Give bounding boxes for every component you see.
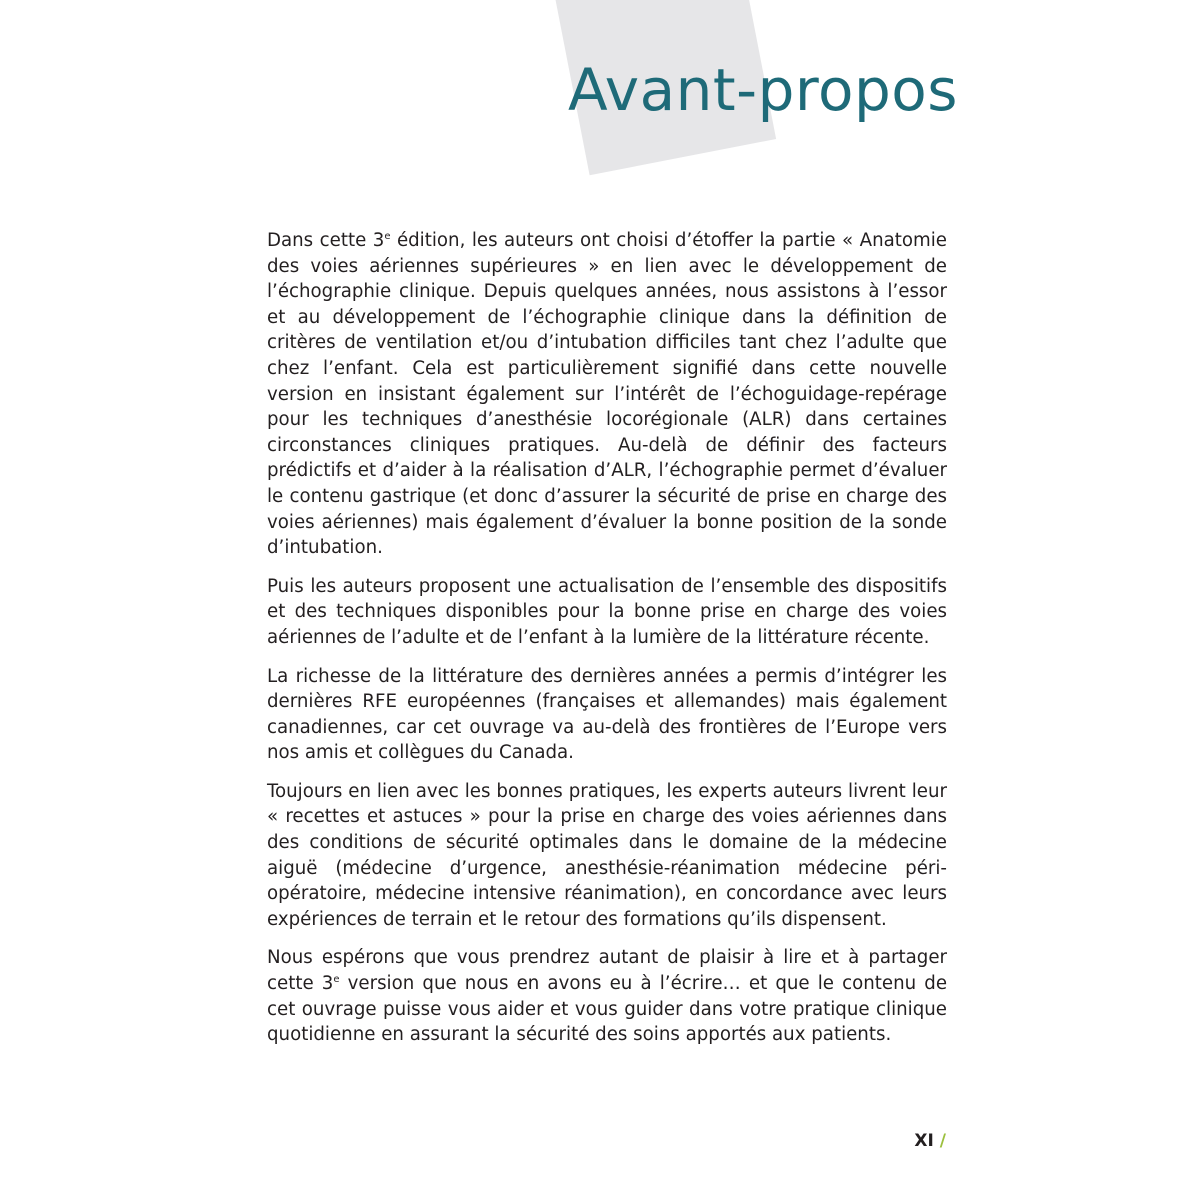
- body-text: [267, 228, 947, 1061]
- paragraph-2: Puis les auteurs proposent une actualisation de l’ensemble des dispositifs et des techniques disponibles pour la bonne prise en charge des voies aériennes de l’adulte et de l’enfant à la lumière de la littérature récente.: [267, 575, 947, 648]
- paragraph-1-start: Dans cette 3: [267, 230, 385, 251]
- paragraph-3: La richesse de la littérature des dernières années a permis d’intégrer les dernières RFE européennes (françaises et allemandes) mais également canadiennes, car cet ouvrage va au-delà des frontières de l’Europe vers nos amis et collègues du Canada.: [267, 665, 947, 764]
- superscript: e: [384, 231, 391, 242]
- page-title: Avant-propos: [568, 56, 958, 124]
- paragraph-1-rest: édition, les auteurs ont choisi d’étoffer la partie « Anatomie des voies aériennes supérieures » en lien avec le développement de l’échographie clinique. Depuis quelques années, nous assistons à l’essor et au développement de l’échographie clinique dans la définition de critères de ventilation et/ou d’intubation difficiles tant chez l’adulte que chez l’enfant. Cela est particulièrement signifié dans cette nouvelle version en insistant également sur l’intérêt de l’échoguidage-repérage pour les techniques d’anesthésie locorégionale (ALR) dans certaines circonstances cliniques pratiques. Au-delà de définir des facteurs prédictifs et d’aider à la réalisation d’ALR, l’échographie permet d’évaluer le contenu gastrique (et donc d’assurer la sécurité de prise en charge des voies aériennes) mais également d’évaluer la bonne position de la sonde d’intubation.: [267, 230, 947, 559]
- paragraph-1: [267, 228, 947, 561]
- paragraph-5-start: Nous espérons que vous prendrez autant de plaisir à lire et à partager cette 3: [267, 947, 947, 995]
- page-number-slash: /: [939, 1131, 946, 1151]
- page-number: [914, 1131, 946, 1151]
- paragraph-5-rest: version que nous en avons eu à l’écrire… et que le contenu de cet ouvrage puisse vous aider et vous guider dans votre pratique clinique quotidienne en assurant la sécurité des soins apportés aux patients.: [267, 973, 948, 1046]
- paragraph-5: [267, 945, 947, 1047]
- paragraph-4: Toujours en lien avec les bonnes pratiques, les experts auteurs livrent leur « recettes et astuces » pour la prise en charge des voies aériennes dans des conditions de sécurité optimales dans le domaine de la médecine aiguë (médecine d’urgence, anesthésie-réanimation médecine péri-opératoire, médecine intensive réanimation), en concordance avec leurs expériences de terrain et le retour des formations qu’ils dispensent.: [267, 780, 947, 930]
- superscript: e: [333, 974, 340, 986]
- page-number-value: XI: [914, 1131, 934, 1151]
